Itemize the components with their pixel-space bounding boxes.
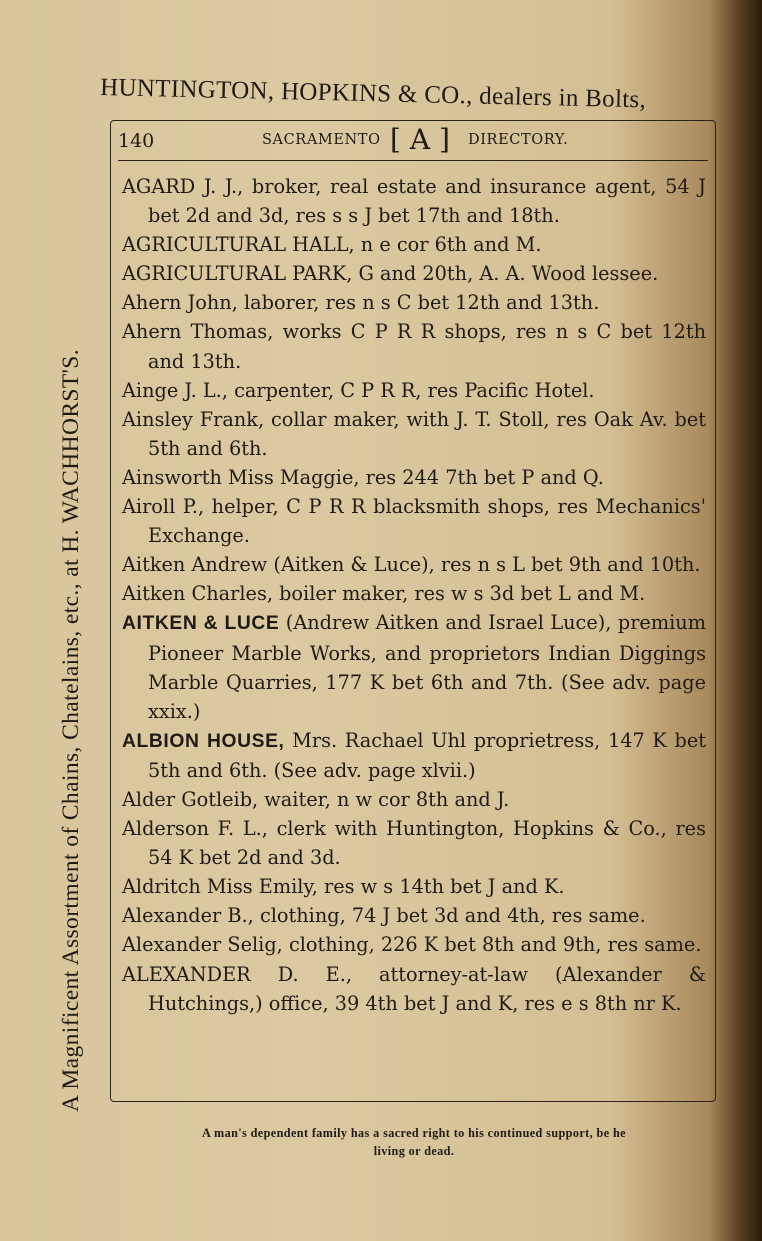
directory-entry: Ainsworth Miss Maggie, res 244 7th bet P and Q.	[122, 465, 604, 489]
directory-entry: Ainge J. L., carpenter, C P R R, res Pacific Hotel.	[122, 378, 595, 402]
header-letter: [ A ]	[390, 123, 450, 156]
directory-entry: Ainsley Frank, collar maker, with J. T. Stoll, res Oak Av. bet 5th and 6th.	[122, 407, 706, 460]
directory-entry: Aldritch Miss Emily, res w s 14th bet J and K.	[122, 875, 565, 899]
directory-entry: Alderson F. L., clerk with Huntington, Hopkins & Co., res 54 K bet 2d and 3d.	[122, 817, 706, 870]
header-title: DIRECTORY.	[468, 132, 569, 148]
top-banner-advert: HUNTINGTON, HOPKINS & CO., dealers in Bolts,	[99, 74, 647, 114]
directory-entry: AGRICULTURAL HALL, n e cor 6th and M.	[122, 233, 542, 257]
directory-entry: ALEXANDER D. E., attorney-at-law (Alexander & Hutchings,) office, 39 4th bet J and K, res e s 8th nr K.	[122, 962, 706, 1015]
side-margin-advert: A Magnificent Assortment of Chains, Chatelains, etc., at H. WACHHORST'S.	[58, 349, 84, 1112]
directory-entry: Airoll P., helper, C P R R blacksmith shops, res Mechanics' Exchange.	[122, 495, 706, 548]
running-header	[118, 124, 708, 161]
directory-entry: Alexander Selig, clothing, 226 K bet 8th and 9th, res same.	[122, 933, 702, 957]
footer-motto	[104, 1124, 724, 1160]
footer-line-2: living or dead.	[373, 1144, 455, 1158]
directory-entry-featured: AITKEN & LUCE (Andrew Aitken and Israel Luce), premium Pioneer Marble Works, and proprietors Indian Diggings Marble Quarries, 177 K bet 6th and 7th. (See adv. page xxix.)	[122, 611, 706, 723]
directory-entry: AGRICULTURAL PARK, G and 20th, A. A. Wood lessee.	[122, 262, 659, 286]
directory-entry-featured: ALBION HOUSE, Mrs. Rachael Uhl proprietress, 147 K bet 5th and 6th. (See adv. page xlvii.)	[122, 728, 706, 782]
directory-entry: Alder Gotleib, waiter, n w cor 8th and J.	[122, 787, 510, 811]
directory-entries	[122, 172, 706, 1018]
directory-entry: Ahern John, laborer, res n s C bet 12th and 13th.	[122, 291, 600, 315]
footer-line-1: A man's dependent family has a sacred right to his continued support, be he	[202, 1126, 626, 1140]
directory-entry: Alexander B., clothing, 74 J bet 3d and 4th, res same.	[122, 904, 646, 928]
directory-entry: Ahern Thomas, works C P R R shops, res n s C bet 12th and 13th.	[122, 320, 706, 373]
directory-entry: Aitken Andrew (Aitken & Luce), res n s L bet 9th and 10th.	[122, 553, 701, 577]
directory-entry: AGARD J. J., broker, real estate and insurance agent, 54 J bet 2d and 3d, res s s J bet 17th and 18th.	[122, 175, 706, 228]
header-city: SACRAMENTO	[262, 132, 381, 148]
page-number: 140	[118, 130, 155, 152]
directory-entry: Aitken Charles, boiler maker, res w s 3d bet L and M.	[122, 582, 646, 606]
